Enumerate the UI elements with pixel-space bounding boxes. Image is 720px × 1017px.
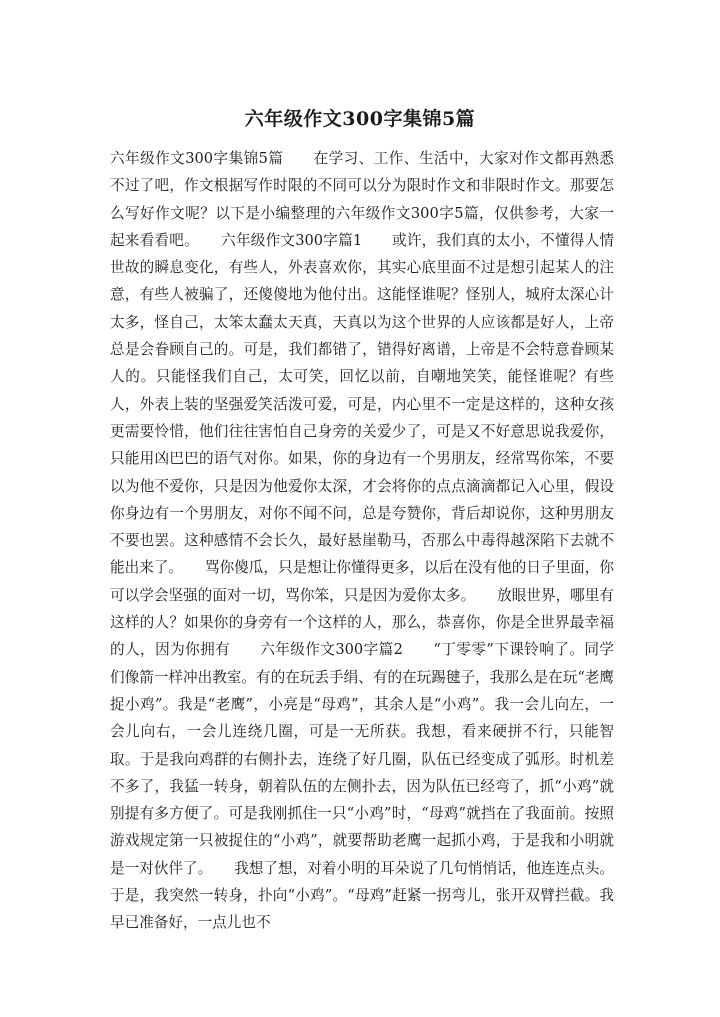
- document-title: 六年级作文300字集锦5篇: [244, 108, 476, 130]
- document-body: 六年级作文300字集锦5篇 在学习、工作、生活中，大家对作文都再熟悉不过了吧，作文根据写作时限的不同可以分为限时作文和非限时作文。那要怎么写好作文呢？以下是小编整理的六年级作文300字5篇，仅供参考，大家一起来看看吧。 六年级作文300字篇1 或许，我们真的太小，不懂得人情世故的瞬息变化，有些人，外表喜欢你，其实心底里面不过是想引起某人的注意，有些人被骗了，还傻傻地为他付出。这能怪谁呢？怪别人，城府太深心计太多，怪自己，太笨太蠢太天真，天真以为这个世界的人应该都是好人，上帝总是会眷顾自己的。可是，我们都错了，错得好离谱，上帝是不会特意眷顾某人的。只能怪我们自己，太可笑，回忆以前，自嘲地笑笑，能怪谁呢？有些人，外表上装的坚强爱笑活泼可爱，可是，内心里不一定是这样的，这种女孩更需要怜惜，他们往往害怕自己身旁的关爱少了，可是又不好意思说我爱你，只能用凶巴巴的语气对你。如果，你的身边有一个男朋友，经常骂你笨，不要以为他不爱你，只是因为他爱你太深，才会将你的点点滴滴都记入心里，假设你身边有一个男朋友，对你不闻不问，总是夸赞你，背后却说你，这种男朋友不要也罢。这种感情不会长久，最好悬崖勒马，否那么中毒得越深陷下去就不能出来了。 骂你傻瓜，只是想让你懂得更多，以后在没有他的日子里面，你可以学会坚强的面对一切，骂你笨，只是因为爱你太多。 放眼世界，哪里有这样的人？如果你的身旁有一个这样的人，那么，恭喜你，你是全世界最幸福的人，因为你拥有 六年级作文300字篇2 “丁零零”下课铃响了。同学们像箭一样冲出教室。有的在玩丢手绢、有的在玩踢毽子，我那么是在玩“老鹰捉小鸡”。我是“老鹰”，小亮是“母鸡”，其余人是“小鸡”。我一会儿向左，一会儿向右，一会儿连绕几圈，可是一无所获。我想，看来硬拼不行，只能智取。于是我向鸡群的右侧扑去，连绕了好几圈，队伍已经变成了弧形。时机差不多了，我猛一转身，朝着队伍的左侧扑去，因为队伍已经弯了，抓“小鸡”就别提有多方便了。可是我刚抓住一只“小鸡”时，“母鸡”就挡在了我面前。按照游戏规定第一只被捉住的“小鸡”，就要帮助老鹰一起抓小鸡，于是我和小明就是一对伙伴了。 我想了想，对着小明的耳朵说了几句悄悄话，他连连点头。于是，我突然一转身，扑向“小鸡”。“母鸡”赶紧一拐弯儿，张开双臂拦截。我早已准备好，一点儿也不: [110, 150, 614, 932]
